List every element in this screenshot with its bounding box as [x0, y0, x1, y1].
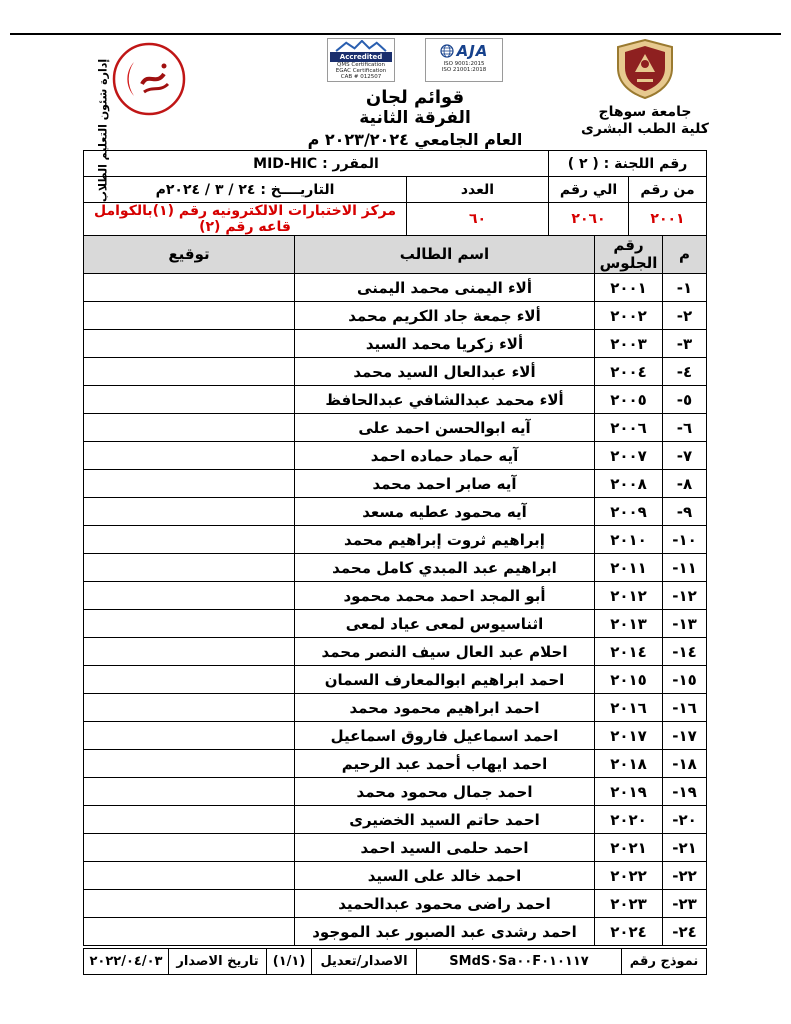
document-footer: [84, 948, 707, 975]
student-row: [84, 750, 707, 778]
seat-number: ٢٠٠٨: [595, 470, 663, 498]
student-name: احمد خالد على السيد: [295, 862, 595, 890]
student-row: [84, 554, 707, 582]
student-row: [84, 918, 707, 946]
seat-number: ٢٠٠٥: [595, 386, 663, 414]
seat-number: ٢٠٠٧: [595, 442, 663, 470]
row-number: ٩-: [663, 498, 707, 526]
seat-number: ٢٠٢٢: [595, 862, 663, 890]
row-number: ١٩-: [663, 778, 707, 806]
signature-cell: [84, 582, 295, 610]
signature-cell: [84, 890, 295, 918]
header-top-rule: [10, 33, 781, 35]
student-name: احمد حلمى السيد احمد: [295, 834, 595, 862]
student-row: [84, 610, 707, 638]
university-shield-logo: [613, 38, 677, 100]
row-number: ١٥-: [663, 666, 707, 694]
student-row: [84, 722, 707, 750]
exam-location: مركز الاختبارات الالكترونيه رقم (١)بالكوامل قاعه رقم (٢): [84, 203, 407, 236]
student-row: [84, 666, 707, 694]
academic-year: العام الجامعي ٢٠٢٣/٢٠٢٤ م: [307, 130, 523, 149]
seat-number: ٢٠١٦: [595, 694, 663, 722]
signature-cell: [84, 694, 295, 722]
seat-number: ٢٠١٥: [595, 666, 663, 694]
content-frame: [84, 150, 707, 946]
aja-name: AJA: [456, 42, 489, 60]
signature-cell: [84, 666, 295, 694]
egac-accreditation-badge: [327, 38, 395, 82]
signature-cell: [84, 778, 295, 806]
seat-number: ٢٠٢٠: [595, 806, 663, 834]
row-number: ٧-: [663, 442, 707, 470]
signature-cell: [84, 554, 295, 582]
from-number-value: ٢٠٠١: [629, 203, 707, 236]
student-row: [84, 638, 707, 666]
footer-row: [84, 949, 707, 975]
student-name: احمد جمال محمود محمد: [295, 778, 595, 806]
signature-cell: [84, 638, 295, 666]
info-row-2: [84, 177, 707, 203]
student-name: آيه صابر احمد محمد: [295, 470, 595, 498]
student-row: [84, 386, 707, 414]
student-row: [84, 414, 707, 442]
to-number-value: ٢٠٦٠: [549, 203, 629, 236]
header-index: م: [663, 236, 707, 274]
aja-sub-line-1: ISO 9001:2015: [443, 61, 485, 67]
from-number-label: من رقم: [629, 177, 707, 203]
seat-number: ٢٠٢٣: [595, 890, 663, 918]
seat-number: ٢٠٢٤: [595, 918, 663, 946]
signature-cell: [84, 414, 295, 442]
row-number: ٢٣-: [663, 890, 707, 918]
university-identity: [565, 38, 725, 138]
faculty-name: كلية الطب البشرى: [581, 120, 709, 137]
seat-number: ٢٠١٩: [595, 778, 663, 806]
signature-cell: [84, 806, 295, 834]
department-vertical-label: إدارة شئون التعليم الطلاب: [96, 58, 110, 203]
student-name: ألاء عبدالعال السيد محمد: [295, 358, 595, 386]
row-number: ٢٤-: [663, 918, 707, 946]
student-row: [84, 526, 707, 554]
student-row: [84, 330, 707, 358]
student-name: أبو المجد احمد محمد محمود: [295, 582, 595, 610]
info-row-1: [84, 151, 707, 177]
info-row-3: [84, 203, 707, 236]
student-row: [84, 862, 707, 890]
signature-cell: [84, 610, 295, 638]
student-row: [84, 694, 707, 722]
seat-number: ٢٠٠١: [595, 274, 663, 302]
seat-number: ٢٠١٨: [595, 750, 663, 778]
row-number: ٨-: [663, 470, 707, 498]
student-row: [84, 806, 707, 834]
student-name: احلام عبد العال سيف النصر محمد: [295, 638, 595, 666]
row-number: ٥-: [663, 386, 707, 414]
seat-number: ٢٠٢١: [595, 834, 663, 862]
student-name: احمد ايهاب أحمد عبد الرحيم: [295, 750, 595, 778]
signature-cell: [84, 750, 295, 778]
student-row: [84, 834, 707, 862]
signature-cell: [84, 386, 295, 414]
signature-cell: [84, 918, 295, 946]
date-label: التاريــــخ :: [260, 181, 335, 198]
student-name: احمد ابراهيم ابوالمعارف السمان: [295, 666, 595, 694]
student-name: احمد حاتم السيد الخضيرى: [295, 806, 595, 834]
row-number: ٣-: [663, 330, 707, 358]
student-name: ابراهيم عبد المبدي كامل محمد: [295, 554, 595, 582]
student-name: آيه حماد حماده احمد: [295, 442, 595, 470]
signature-cell: [84, 274, 295, 302]
issue-date-label: تاريخ الاصدار: [169, 949, 267, 975]
document-title: قوائم لجان: [365, 87, 465, 108]
student-row: [84, 302, 707, 330]
student-name: اثناسيوس لمعى عياد لمعى: [295, 610, 595, 638]
row-number: ١٨-: [663, 750, 707, 778]
seat-number: ٢٠٠٢: [595, 302, 663, 330]
signature-cell: [84, 498, 295, 526]
students-table-header-row: [84, 236, 707, 274]
row-number: ١٦-: [663, 694, 707, 722]
seat-number: ٢٠١٢: [595, 582, 663, 610]
issue-date-value: ٢٠٢٢/٠٤/٠٣: [84, 949, 169, 975]
committee-number: رقم اللجنة : ( ٢ ): [549, 151, 707, 177]
egac-sub-line-3: CAB # 012507: [340, 74, 382, 80]
student-name: ألاء اليمنى محمد اليمنى: [295, 274, 595, 302]
header-seat-number: رقم الجلوس: [595, 236, 663, 274]
header-signature: توقيع: [84, 236, 295, 274]
aja-logo-row: [440, 42, 489, 60]
date-value: ٢٤ / ٣ / ٢٠٢٤م: [155, 181, 256, 198]
seat-number: ٢٠٠٣: [595, 330, 663, 358]
seat-number: ٢٠٠٦: [595, 414, 663, 442]
student-name: احمد ابراهيم محمود محمد: [295, 694, 595, 722]
seat-number: ٢٠١٠: [595, 526, 663, 554]
row-number: ٤-: [663, 358, 707, 386]
student-row: [84, 498, 707, 526]
header-student-name: اسم الطالب: [295, 236, 595, 274]
student-row: [84, 582, 707, 610]
student-name: احمد رشدى عبد الصبور عبد الموجود: [295, 918, 595, 946]
form-number-label: نموذج رقم: [622, 949, 707, 975]
signature-cell: [84, 470, 295, 498]
title-block: [275, 38, 555, 149]
student-row: [84, 274, 707, 302]
students-table: [83, 235, 707, 946]
signature-cell: [84, 302, 295, 330]
aja-sub-line-2: ISO 21001:2018: [441, 67, 487, 73]
form-number-code: SMdS٠Sa٠٠F٠١٠١١٧: [417, 949, 622, 975]
student-name: آيه ابوالحسن احمد على: [295, 414, 595, 442]
egac-mountains-icon: [332, 40, 390, 52]
row-number: ١٣-: [663, 610, 707, 638]
row-number: ١١-: [663, 554, 707, 582]
row-number: ٢١-: [663, 834, 707, 862]
seat-number: ٢٠١٣: [595, 610, 663, 638]
signature-cell: [84, 330, 295, 358]
student-name: احمد اسماعيل فاروق اسماعيل: [295, 722, 595, 750]
seat-number: ٢٠١٤: [595, 638, 663, 666]
footer-table: [83, 948, 707, 975]
row-number: ١٧-: [663, 722, 707, 750]
signature-cell: [84, 358, 295, 386]
student-row: [84, 470, 707, 498]
student-row: [84, 358, 707, 386]
row-number: ١٠-: [663, 526, 707, 554]
student-row: [84, 778, 707, 806]
course-value: MID-HIC: [253, 155, 318, 172]
row-number: ٢٠-: [663, 806, 707, 834]
row-number: ٢٢-: [663, 862, 707, 890]
row-number: ٦-: [663, 414, 707, 442]
signature-cell: [84, 442, 295, 470]
signature-cell: [84, 526, 295, 554]
egac-sub-line-2: EGAC Certification: [335, 68, 387, 74]
to-number-label: الي رقم: [549, 177, 629, 203]
seat-number: ٢٠٠٩: [595, 498, 663, 526]
course-cell: [84, 151, 549, 177]
signature-cell: [84, 834, 295, 862]
student-row: [84, 890, 707, 918]
accreditation-badges: [275, 38, 555, 84]
row-number: ١٤-: [663, 638, 707, 666]
seat-number: ٢٠١١: [595, 554, 663, 582]
seat-number: ٢٠٠٤: [595, 358, 663, 386]
faculty-medicine-logo: [112, 42, 186, 120]
count-label: العدد: [407, 177, 549, 203]
student-name: ألاء جمعة جاد الكريم محمد: [295, 302, 595, 330]
egac-accredited-band: Accredited: [330, 52, 392, 62]
aja-accreditation-badge: [425, 38, 503, 82]
student-name: ألاء زكريا محمد السيد: [295, 330, 595, 358]
student-name: ألاء محمد عبدالشافي عبدالحافظ: [295, 386, 595, 414]
egac-sub-line-1: QMS Certification: [337, 62, 385, 68]
aja-globe-icon: [440, 44, 454, 58]
university-name: جامعة سوهاج: [598, 104, 692, 120]
row-number: ١٢-: [663, 582, 707, 610]
student-name: احمد راضى محمود عبدالحميد: [295, 890, 595, 918]
row-number: ٢-: [663, 302, 707, 330]
student-name: آيه محمود عطيه مسعد: [295, 498, 595, 526]
count-value: ٦٠: [407, 203, 549, 236]
revision-value: (١/١): [267, 949, 312, 975]
committee-info-table: [83, 150, 707, 236]
student-name: إبراهيم ثروت إبراهيم محمد: [295, 526, 595, 554]
course-label: المقرر :: [322, 155, 379, 172]
signature-cell: [84, 722, 295, 750]
exam-date-cell: [84, 177, 407, 203]
seat-number: ٢٠١٧: [595, 722, 663, 750]
row-number: ١-: [663, 274, 707, 302]
grade-subtitle: الفرقة الثانية: [359, 108, 471, 128]
student-table-body: [84, 274, 707, 946]
signature-cell: [84, 862, 295, 890]
revision-label: الاصدار/تعديل: [312, 949, 417, 975]
student-row: [84, 442, 707, 470]
